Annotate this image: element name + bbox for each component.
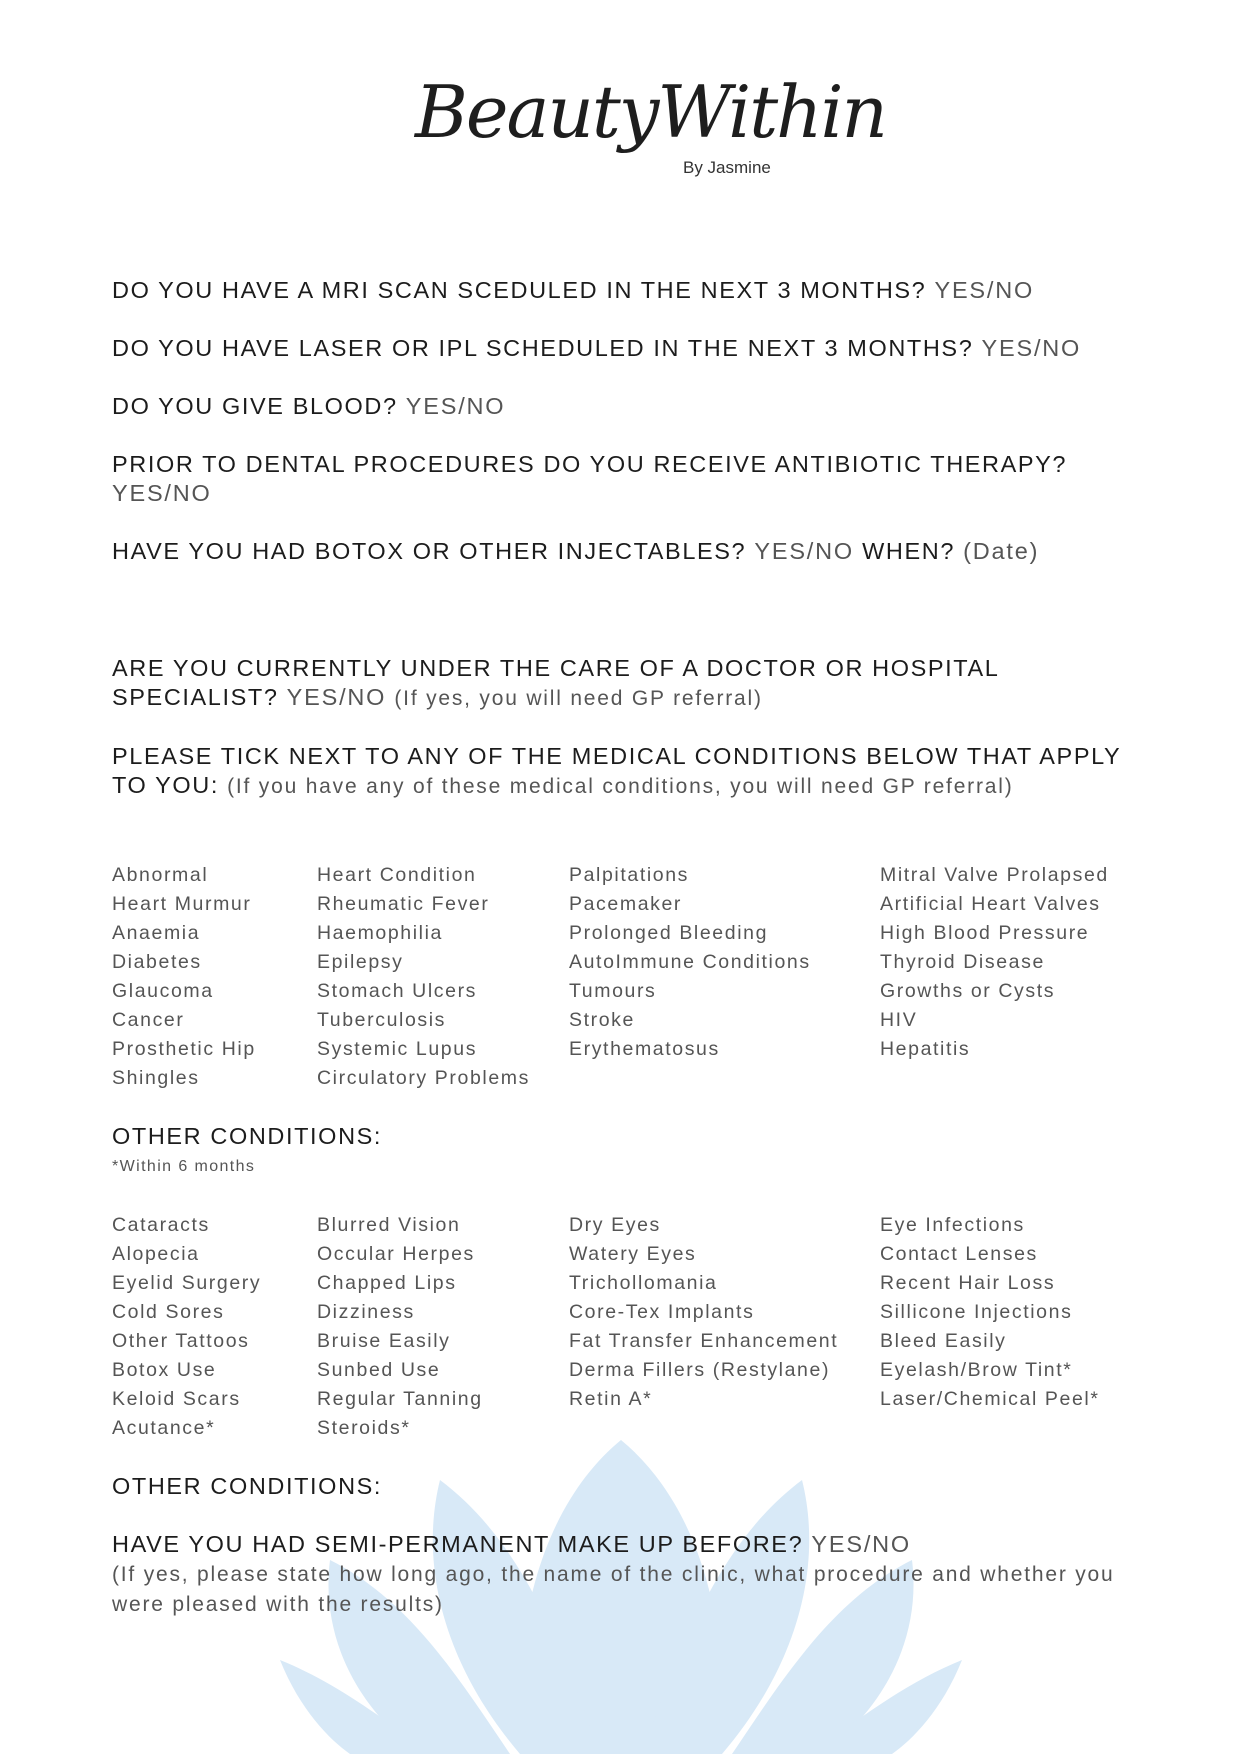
condition-item[interactable]: Steroids* [317, 1417, 411, 1439]
medical-conditions-col-1 [112, 861, 256, 1093]
question-note: (If you have any of these medical conditions, you will need GP referral) [227, 775, 1014, 798]
question-laser [112, 334, 1142, 363]
medical-conditions-col-2 [317, 861, 530, 1093]
condition-item[interactable]: Regular Tanning [317, 1388, 483, 1410]
condition-item[interactable]: Alopecia [112, 1243, 200, 1265]
yes-no-option[interactable]: YES/NO [754, 538, 854, 564]
yes-no-option[interactable]: YES/NO [981, 335, 1082, 361]
condition-item[interactable]: Mitral Valve Prolapsed [880, 864, 1109, 886]
other-conditions-col-1 [112, 1211, 261, 1443]
condition-item[interactable]: Eye Infections [880, 1214, 1025, 1236]
question-blood [112, 392, 1142, 421]
condition-item[interactable]: Systemic Lupus [317, 1038, 478, 1060]
question-text: OTHER CONDITIONS: [112, 1473, 383, 1499]
logo-script: BeautyWithin [415, 70, 886, 154]
condition-item[interactable]: Cataracts [112, 1214, 210, 1236]
condition-item[interactable]: Diabetes [112, 951, 202, 973]
question-text: ARE YOU CURRENTLY UNDER THE CARE OF A DOCTOR OR HOSPITAL SPECIALIST? [112, 655, 999, 710]
question-mri [112, 276, 1142, 305]
question-text: HAVE YOU HAD SEMI-PERMANENT MAKE UP BEFORE? [112, 1531, 804, 1557]
condition-item[interactable]: Rheumatic Fever [317, 893, 490, 915]
condition-item[interactable]: Stomach Ulcers [317, 980, 478, 1002]
question-note: (If yes, you will need GP referral) [394, 687, 763, 710]
condition-item[interactable]: Occular Herpes [317, 1243, 475, 1265]
other-conditions-col-3 [569, 1211, 838, 1414]
condition-item[interactable]: Fat Transfer Enhancement [569, 1330, 839, 1352]
condition-item[interactable]: Artificial Heart Valves [880, 893, 1101, 915]
condition-item[interactable]: Pacemaker [569, 893, 683, 915]
condition-item[interactable]: Epilepsy [317, 951, 404, 973]
condition-item[interactable]: Anaemia [112, 922, 201, 944]
question-botox [112, 537, 1142, 566]
condition-item[interactable]: Retin A* [569, 1388, 653, 1410]
condition-item[interactable]: Sillicone Injections [880, 1301, 1073, 1323]
condition-item[interactable]: Cold Sores [112, 1301, 225, 1323]
other-conditions-col-2 [317, 1211, 483, 1443]
condition-item[interactable]: Bleed Easily [880, 1330, 1007, 1352]
condition-item[interactable]: Other Tattoos [112, 1330, 250, 1352]
other-conditions-col-4 [880, 1211, 1100, 1414]
condition-item[interactable]: Cancer [112, 1009, 185, 1031]
condition-item[interactable]: Growths or Cysts [880, 980, 1056, 1002]
condition-item[interactable]: High Blood Pressure [880, 922, 1090, 944]
when-label: WHEN? [862, 538, 955, 564]
condition-item[interactable]: Shingles [112, 1067, 200, 1089]
condition-item[interactable]: Prosthetic Hip [112, 1038, 256, 1060]
condition-item[interactable]: Haemophilia [317, 922, 443, 944]
question-text: OTHER CONDITIONS: [112, 1123, 383, 1149]
condition-item[interactable]: Recent Hair Loss [880, 1272, 1056, 1294]
question-conditions [112, 742, 1142, 801]
condition-item[interactable]: Hepatitis [880, 1038, 971, 1060]
condition-item[interactable]: Blurred Vision [317, 1214, 461, 1236]
condition-item[interactable]: Acutance* [112, 1417, 216, 1439]
logo-tagline: By Jasmine [683, 158, 771, 177]
condition-item[interactable]: Abnormal [112, 864, 209, 886]
condition-item[interactable]: Tuberculosis [317, 1009, 447, 1031]
question-dental [112, 450, 1142, 508]
condition-item[interactable]: Eyelash/Brow Tint* [880, 1359, 1073, 1381]
condition-item[interactable]: Heart Condition [317, 864, 477, 886]
condition-item[interactable]: Botox Use [112, 1359, 217, 1381]
condition-item[interactable]: Circulatory Problems [317, 1067, 530, 1089]
condition-item[interactable]: Heart Murmur [112, 893, 252, 915]
condition-item[interactable]: Dry Eyes [569, 1214, 661, 1236]
date-field[interactable]: (Date) [963, 538, 1040, 564]
question-text: DO YOU HAVE LASER OR IPL SCHEDULED IN THE NEXT 3 MONTHS? [112, 335, 974, 361]
other-conditions-heading-2 [112, 1472, 1142, 1501]
condition-item[interactable]: HIV [880, 1009, 918, 1031]
question-note: (If yes, please state how long ago, the name of the clinic, what procedure and whether you were pleased with the results) [112, 1563, 1115, 1616]
question-doctor [112, 654, 1142, 713]
yes-no-option[interactable]: YES/NO [405, 393, 506, 419]
condition-item[interactable]: Derma Fillers (Restylane) [569, 1359, 831, 1381]
question-text: DO YOU HAVE A MRI SCAN SCEDULED IN THE NEXT 3 MONTHS? [112, 277, 927, 303]
yes-no-option[interactable]: YES/NO [811, 1531, 912, 1557]
condition-item[interactable]: Prolonged Bleeding [569, 922, 769, 944]
question-text: PLEASE TICK NEXT TO ANY OF THE MEDICAL CONDITIONS BELOW THAT APPLY TO YOU: [112, 743, 1121, 798]
medical-conditions-col-3 [569, 861, 811, 1064]
condition-item[interactable]: Glaucoma [112, 980, 214, 1002]
condition-item[interactable]: Eyelid Surgery [112, 1272, 262, 1294]
condition-item[interactable]: Chapped Lips [317, 1272, 457, 1294]
yes-no-option[interactable]: YES/NO [286, 684, 387, 710]
condition-item[interactable]: Thyroid Disease [880, 951, 1045, 973]
question-text: PRIOR TO DENTAL PROCEDURES DO YOU RECEIVE ANTIBIOTIC THERAPY? [112, 451, 1068, 477]
yes-no-option[interactable]: YES/NO [112, 480, 212, 506]
condition-item[interactable]: Sunbed Use [317, 1359, 441, 1381]
question-text: DO YOU GIVE BLOOD? [112, 393, 398, 419]
within-6-months-note: *Within 6 months [112, 1158, 256, 1175]
other-conditions-heading [112, 1122, 1142, 1151]
condition-item[interactable]: Tumours [569, 980, 657, 1002]
question-semi-permanent [112, 1530, 1142, 1619]
condition-item[interactable]: Stroke [569, 1009, 635, 1031]
condition-item[interactable]: Trichollomania [569, 1272, 718, 1294]
medical-conditions-col-4 [880, 861, 1109, 1064]
condition-item[interactable]: Core-Tex Implants [569, 1301, 755, 1323]
condition-item[interactable]: AutoImmune Conditions [569, 951, 811, 973]
condition-item[interactable]: Watery Eyes [569, 1243, 697, 1265]
condition-item[interactable]: Palpitations [569, 864, 690, 886]
condition-item[interactable]: Bruise Easily [317, 1330, 451, 1352]
question-text: HAVE YOU HAD BOTOX OR OTHER INJECTABLES? [112, 538, 747, 564]
condition-item[interactable]: Dizziness [317, 1301, 415, 1323]
condition-item[interactable]: Keloid Scars [112, 1388, 241, 1410]
condition-item[interactable]: Erythematosus [569, 1038, 720, 1060]
condition-item[interactable]: Laser/Chemical Peel* [880, 1388, 1100, 1410]
yes-no-option[interactable]: YES/NO [934, 277, 1035, 303]
condition-item[interactable]: Contact Lenses [880, 1243, 1038, 1265]
